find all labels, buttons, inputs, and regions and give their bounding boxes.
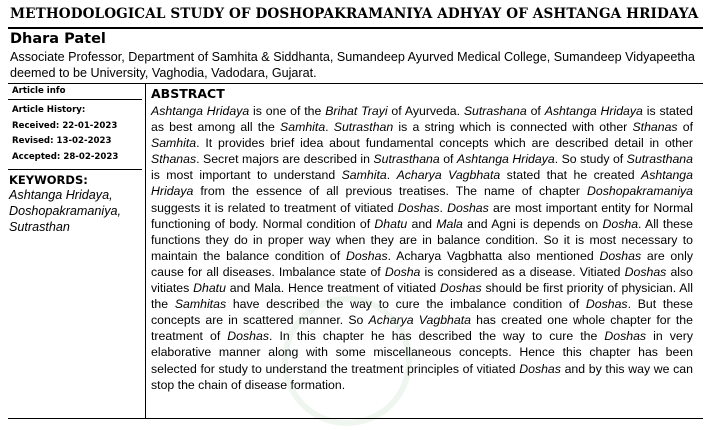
- abstract-body: [151, 103, 693, 393]
- abstract-text: have described the way to cure the imbalance condition of: [226, 297, 586, 312]
- abstract-text: suggests it is related to treatment of vitiated: [151, 200, 398, 215]
- abstract-italic-term: Ashtanga Hridaya: [456, 152, 555, 167]
- abstract-italic-term: Ashtanga Hridaya: [544, 104, 643, 118]
- abstract-text: should be first priority of physician. All the: [151, 281, 693, 312]
- abstract-italic-term: Acharya Vagbhata: [396, 168, 501, 183]
- abstract-italic-term: Doshas: [397, 200, 440, 215]
- abstract-text: are most important entity for Normal functioning of body. Normal condition of: [151, 200, 693, 231]
- abstract-text: . In this chapter he has described the way to cure the: [269, 329, 605, 344]
- abstract-text: has created one whole chapter for the treatment of: [151, 313, 693, 344]
- abstract-italic-term: Doshas: [624, 264, 667, 279]
- bottom-rule: [8, 418, 703, 419]
- abstract-italic-term: Doshas: [585, 297, 628, 312]
- abstract-italic-term: Samhita: [280, 120, 326, 135]
- column-divider: [145, 84, 146, 419]
- top-rule: [8, 27, 703, 29]
- abstract-text: of: [526, 104, 545, 118]
- abstract-text: . Secret majors are described in: [196, 152, 374, 167]
- abstract-text: is stated as best among all the: [151, 104, 693, 135]
- abstract-italic-term: Ashtanga Hridaya: [151, 168, 693, 199]
- abstract-text: also vitiates: [151, 264, 693, 296]
- revised-date: Revised: 13-02-2023: [12, 136, 112, 146]
- accepted-date: Accepted: 28-02-2023: [12, 151, 119, 162]
- abstract-text: and by this way we can stop the chain of disease formation.: [151, 361, 693, 392]
- abstract-italic-term: Doshas: [345, 248, 388, 263]
- abstract-text: . So study of: [554, 152, 627, 167]
- abstract-text: . All these functions they do in proper way when they are in balance condition. So it is most necessary to maintain the balance condition of: [151, 216, 693, 263]
- article-sidebar: [8, 84, 142, 235]
- abstract-italic-term: Doshas: [447, 200, 489, 215]
- article-info-heading: Article info: [8, 84, 142, 100]
- abstract-italic-term: Acharya Vagbhata: [368, 313, 471, 328]
- author-name: Dhara Patel: [10, 31, 106, 47]
- abstract-italic-term: Brihat Trayi: [325, 104, 388, 118]
- abstract-italic-term: Dhatu: [374, 216, 408, 231]
- abstract-italic-term: Samhita: [341, 168, 387, 183]
- keyword-item: Doshopakramaniya,: [9, 204, 122, 218]
- abstract-italic-term: Dosha: [384, 264, 421, 279]
- abstract-italic-term: Doshas: [604, 329, 647, 344]
- abstract-text: is considered as a disease. Vitiated: [420, 264, 625, 279]
- abstract-text: is most important to understand: [151, 168, 342, 183]
- abstract-text: .: [386, 168, 397, 183]
- abstract-text: stated that he created: [500, 168, 642, 183]
- article-history: [8, 100, 142, 170]
- abstract-text: . But these concepts are in scattered manner. So: [151, 297, 693, 328]
- abstract-italic-term: Doshas: [439, 281, 482, 296]
- abstract-italic-term: Sutrashana: [463, 104, 527, 118]
- keyword-item: Sutrasthan: [9, 220, 70, 234]
- paper-title: METHODOLOGICAL STUDY OF DOSHOPAKRAMANIYA ADHYAY OF ASHTANGA HRIDAYA: [10, 6, 699, 22]
- abstract-italic-term: Mala: [436, 216, 463, 231]
- abstract-italic-term: Samhitas: [174, 297, 227, 312]
- abstract-italic-term: Sthanas: [151, 152, 197, 167]
- abstract-italic-term: Doshas: [519, 361, 561, 376]
- abstract-text: . Acharya Vagbhatta also mentioned: [387, 248, 600, 263]
- abstract-text: and Mala. Hence treatment of vitiated: [225, 281, 440, 296]
- abstract-text: . It provides brief idea about fundamental concepts which are described detail in other: [196, 136, 693, 151]
- abstract-text: and: [407, 216, 437, 231]
- abstract-italic-term: Samhita: [151, 136, 197, 151]
- abstract-italic-term: Doshas: [227, 329, 269, 344]
- abstract-italic-term: Ashtanga Hridaya: [151, 104, 250, 118]
- abstract-text: and Agni is depends on: [462, 216, 603, 231]
- abstract-text: is a string which is connected with other: [393, 120, 633, 135]
- abstract-italic-term: Sutrasthan: [333, 120, 394, 135]
- keywords-label: KEYWORDS:: [9, 173, 88, 187]
- abstract-italic-term: Sutrasthana: [373, 152, 440, 167]
- author-affiliation: Associate Professor, Department of Samhita & Siddhanta, Sumandeep Ayurved Medical College, Sumandeep Vidyapeetha deemed to be University, Vaghodia, Vadodara, Gujarat.: [10, 50, 695, 80]
- abstract-italic-term: Dhatu: [193, 281, 226, 296]
- abstract-text: of: [677, 120, 693, 135]
- abstract-italic-term: Doshas: [599, 248, 642, 263]
- abstract-text: .: [439, 200, 448, 215]
- abstract-italic-term: Sutrasthana: [626, 152, 693, 167]
- abstract-text: from the essence of all previous treatises. The name of chapter: [193, 184, 588, 199]
- keywords-list: [8, 187, 142, 235]
- received-date: Received: 22-01-2023: [12, 120, 118, 131]
- abstract-text: .: [325, 120, 334, 135]
- abstract-text: are only cause for all diseases. Imbalance state of: [151, 248, 693, 279]
- abstract-italic-term: Dosha: [602, 216, 639, 231]
- abstract-text: of: [439, 152, 457, 167]
- abstract-text: in very elaborative manner along with some miscellaneous concepts. Hence this chapter has been selected for study to understand the treatment principles of vitiated: [151, 329, 693, 376]
- article-history-label: Article History:: [12, 105, 86, 115]
- keyword-item: Ashtanga Hridaya,: [9, 188, 113, 202]
- abstract-text: of Ayurveda.: [387, 104, 464, 118]
- abstract-heading: ABSTRACT: [151, 86, 225, 101]
- abstract-italic-term: Doshopakramaniya: [587, 184, 693, 199]
- abstract-italic-term: Sthanas: [632, 120, 678, 135]
- abstract-text: is one of the: [249, 104, 326, 118]
